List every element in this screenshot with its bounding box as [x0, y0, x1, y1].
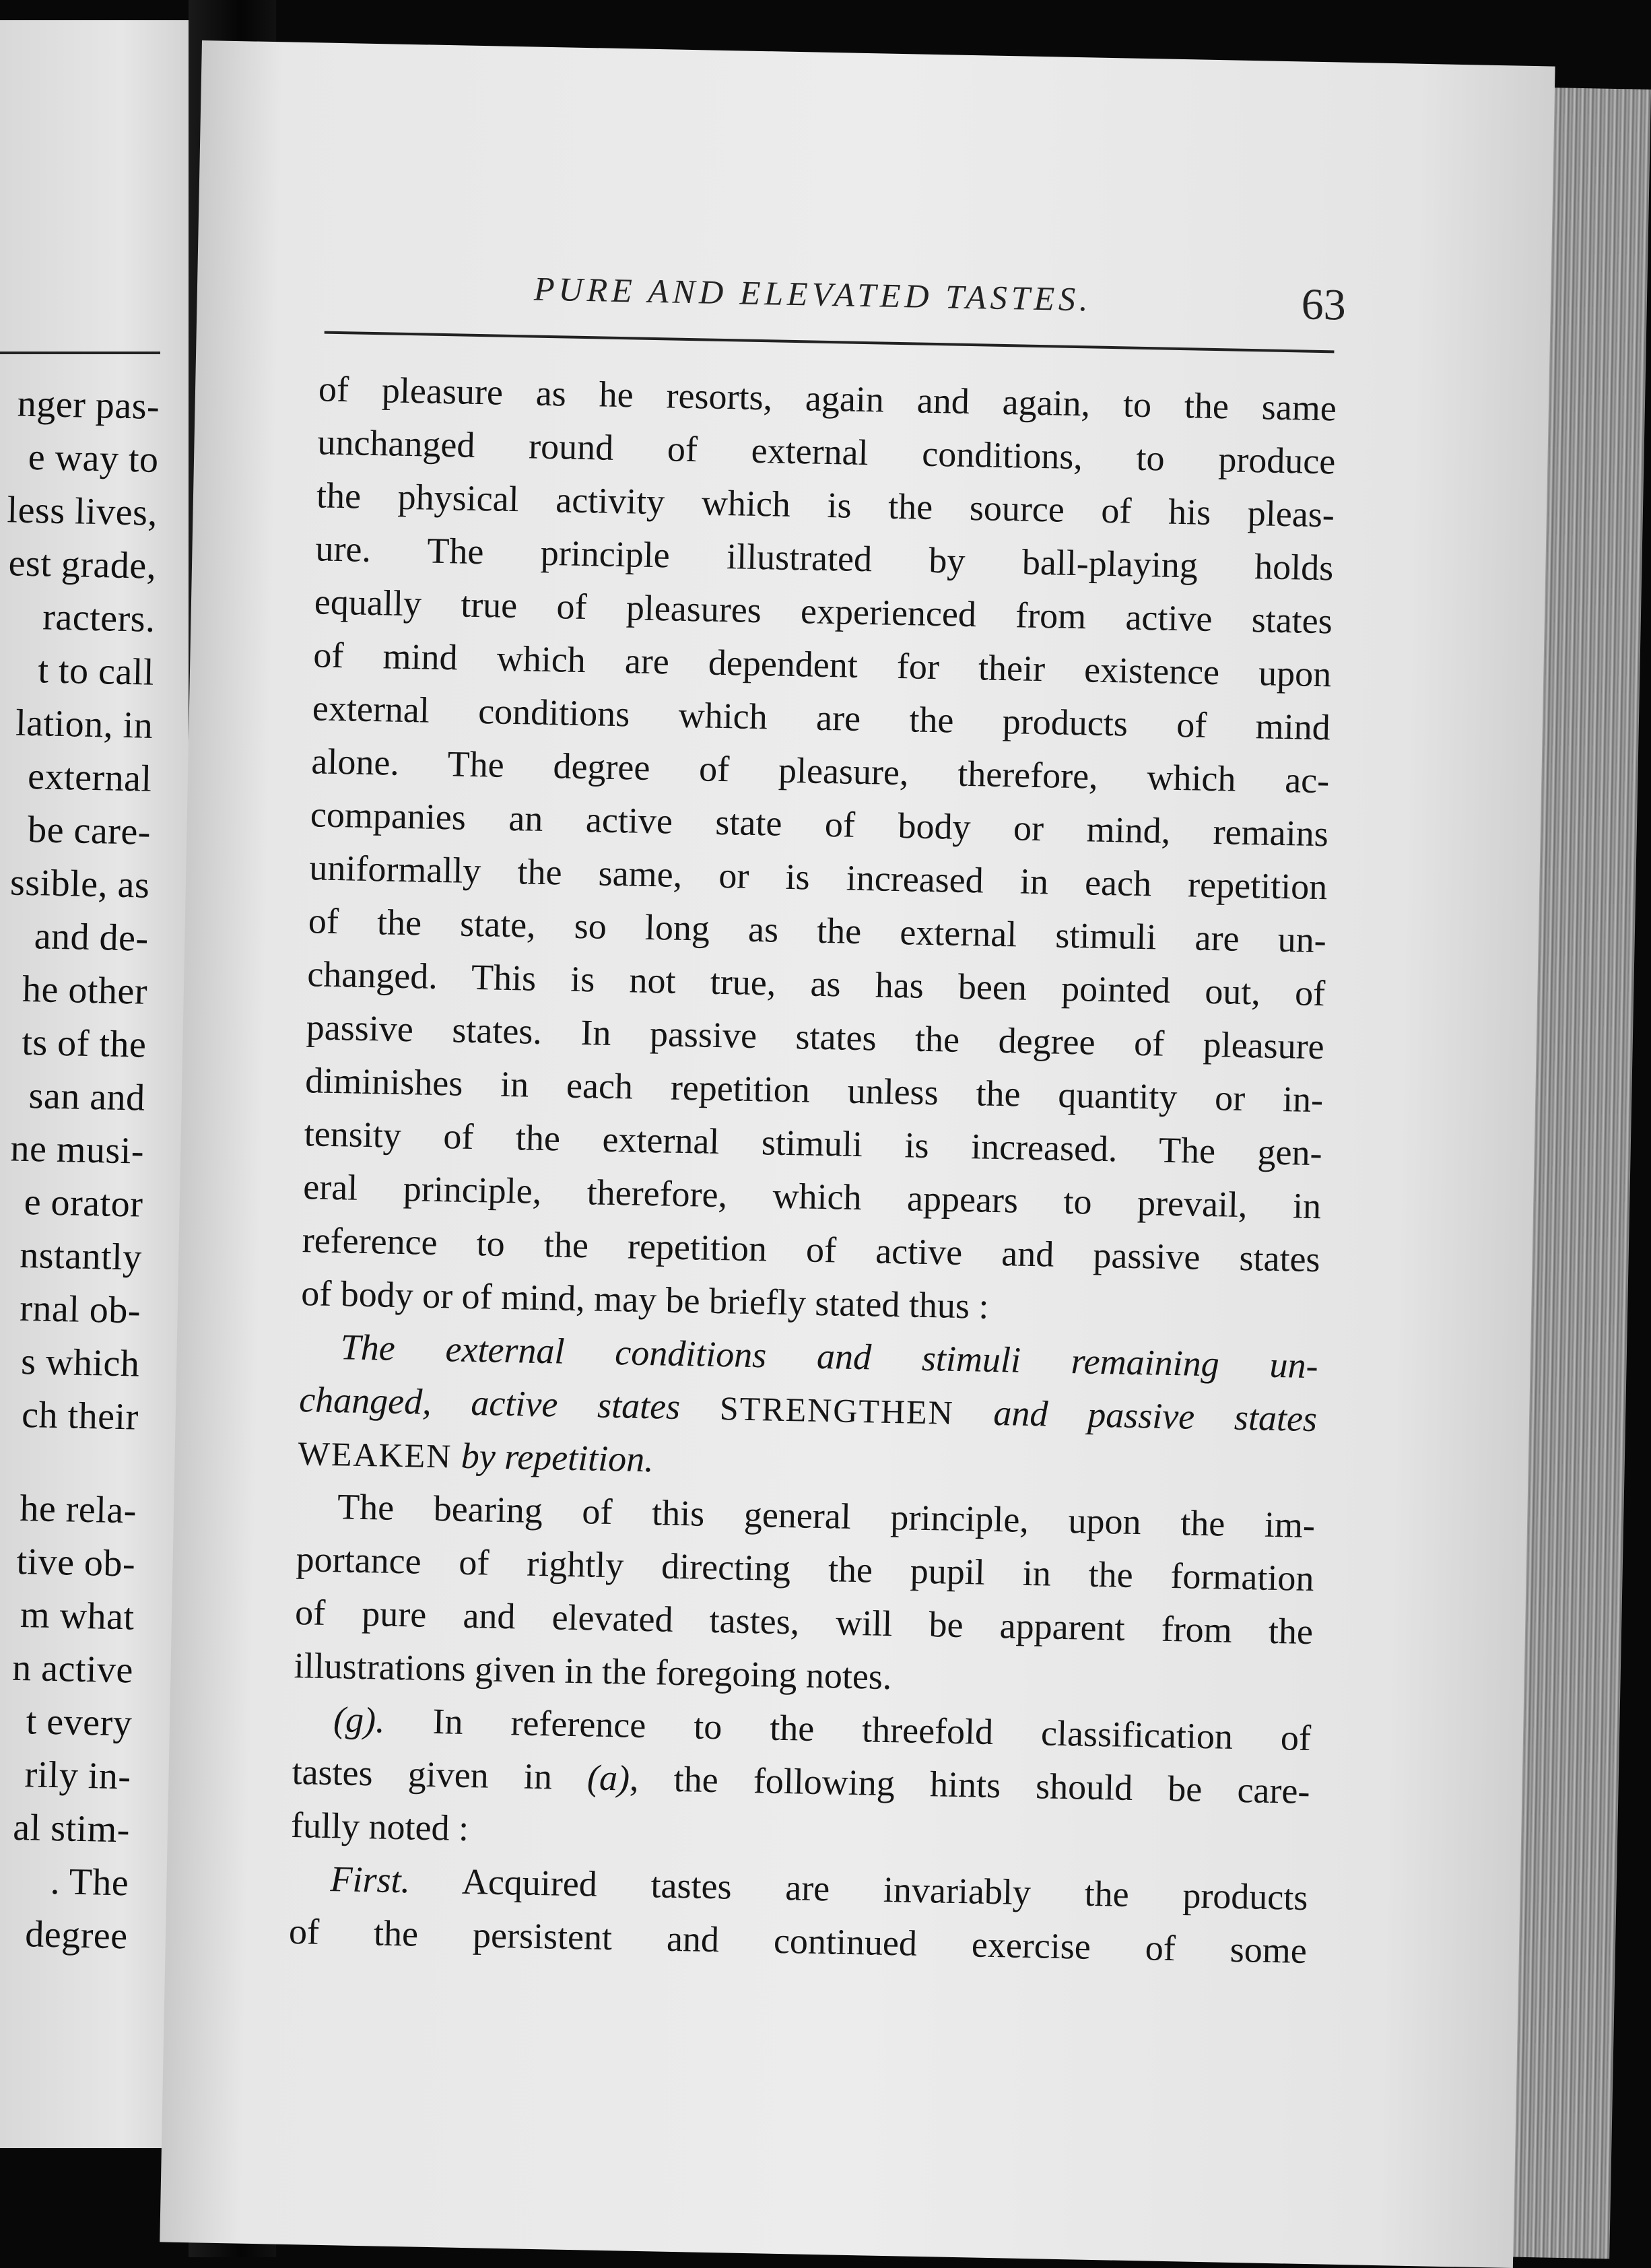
text-line: changed. This is not true, as has been pointed out, of: [306, 954, 1326, 1014]
text-line: (g). In reference to the threefold classification of: [333, 1699, 1312, 1759]
text-line: illustrations given in the foregoing notes.: [294, 1645, 892, 1698]
text-line: external conditions which are the products of mind: [312, 688, 1331, 748]
running-head: PURE AND ELEVATED TASTES.: [533, 269, 1093, 319]
text-line: eral principle, therefore, which appears to prevail, in: [302, 1166, 1322, 1227]
left-text-line: [0, 1441, 139, 1485]
paragraph-1: [301, 362, 1337, 1339]
left-text-line: ssible, as: [9, 861, 150, 906]
text-line: of pleasure as he resorts, again and again, to the same: [318, 368, 1337, 429]
left-text-line: he other: [22, 968, 148, 1013]
left-page-rule: [0, 352, 160, 354]
text-line: portance of rightly directing the pupil in the formation: [296, 1539, 1315, 1599]
left-text-line: and de-: [34, 915, 149, 960]
text-line: the physical activity which is the source of his pleas-: [316, 475, 1335, 535]
left-text-line: t every: [26, 1700, 133, 1745]
left-text-line: be care-: [27, 808, 151, 853]
left-text-line: e orator: [24, 1180, 144, 1226]
text-line: reference to the repetition of active and passive states: [302, 1220, 1321, 1280]
left-text-line: m what: [20, 1594, 135, 1638]
left-text-line: . The: [50, 1861, 129, 1904]
text-line: The external conditions and stimuli remaining un-: [340, 1327, 1319, 1387]
page-number: 63: [1301, 279, 1347, 330]
left-text-line: racters.: [42, 596, 156, 640]
text-line: equally true of pleasures experienced from active states: [314, 581, 1333, 642]
text-line: diminishes in each repetition unless the quantity or in-: [304, 1060, 1324, 1121]
paragraph-4: [288, 1852, 1308, 1978]
left-text-line: rily in-: [24, 1754, 132, 1798]
text-line: alone. The degree of pleasure, therefore, which ac-: [310, 741, 1330, 801]
principle-statement: [298, 1320, 1318, 1499]
left-text-line: nger pas-: [17, 382, 160, 428]
text-line: tensity of the external stimuli is increased. The gen-: [304, 1113, 1323, 1174]
left-text-line: nstantly: [19, 1234, 143, 1279]
left-text-line: n active: [11, 1646, 134, 1692]
text-line: passive states. In passive states the degree of pleasure: [306, 1007, 1325, 1067]
left-text-line: s which: [20, 1340, 141, 1385]
left-text-line: he rela-: [19, 1487, 137, 1532]
text-line: First. Acquired tastes are invariably the products: [330, 1859, 1308, 1919]
text-line: of pure and elevated tastes, will be apparent from the: [294, 1592, 1314, 1653]
right-page: [160, 40, 1555, 2268]
paragraph-3: [290, 1692, 1311, 1871]
left-text-line: est grade,: [8, 542, 157, 587]
left-text-line: rnal ob-: [19, 1287, 141, 1332]
text-line: ure. The principle illustrated by ball-playing holds: [314, 528, 1334, 589]
left-text-line: t to call: [37, 649, 155, 694]
left-text-line: ts of the: [21, 1021, 147, 1066]
text-line: of body or of mind, may be briefly stated thus :: [300, 1273, 990, 1327]
left-text-line: less lives,: [7, 489, 158, 534]
left-text-line: ne musi-: [9, 1127, 145, 1172]
text-line: of the persistent and continued exercise of some: [288, 1911, 1308, 1972]
left-text-line: al stim-: [12, 1806, 131, 1851]
header-rule: [325, 331, 1335, 354]
text-line: unchanged round of external conditions, to produce: [317, 422, 1336, 482]
left-text-line: tive ob-: [15, 1540, 136, 1585]
body-text: [288, 362, 1337, 1978]
text-line: changed, active states STRENGTHEN and passive states: [298, 1379, 1318, 1440]
text-line: The bearing of this general principle, upon the im-: [337, 1486, 1316, 1546]
text-line: uniformally the same, or is increased in each repetition: [308, 847, 1328, 908]
text-line: tastes given in (a), the following hints should be care-: [292, 1752, 1310, 1812]
paragraph-2: [294, 1479, 1316, 1712]
text-line: of the state, so long as the external stimuli are un-: [308, 900, 1327, 961]
left-text-line: degree: [24, 1913, 129, 1958]
left-text-line: e way to: [28, 436, 160, 481]
left-text-line: san and: [28, 1075, 146, 1119]
left-text-line: lation, in: [15, 702, 154, 747]
left-text-line: ch their: [21, 1393, 139, 1438]
left-page-text: [0, 377, 162, 1964]
text-line: fully noted :: [290, 1805, 469, 1849]
text-line: companies an active state of body or mind, remains: [310, 794, 1329, 855]
left-text-line: external: [27, 755, 153, 800]
text-line: WEAKEN by repetition.: [298, 1434, 654, 1480]
text-line: of mind which are dependent for their existence upon: [312, 634, 1332, 695]
